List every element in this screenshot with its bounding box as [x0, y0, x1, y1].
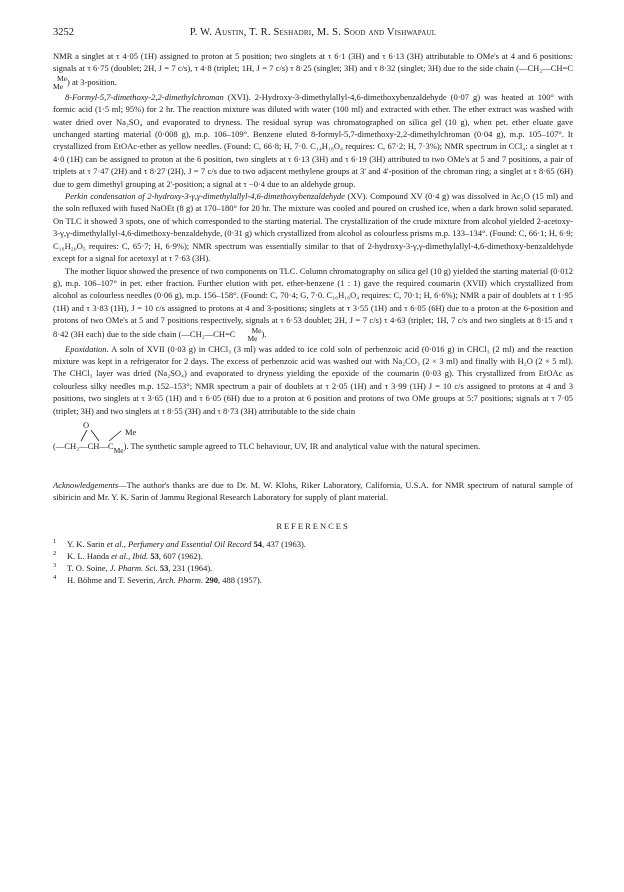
sidechain-line [53, 440, 480, 457]
formyl-text: (XVI). 2-Hydroxy-3-dimethylallyl-4,6-dimethoxybenzaldehyde (0·07 g) was heated at 100° with formic acid (1·5 ml; 95%) for 2 hr. The reaction mixture was diluted with water (100 ml) and extracted with ether. The ether extract was washed with water dried over Na₂SO₄ and evaporated to dryness. The residual syrup was chromatographed on silica gel (10 g), when pet. ether eluate gave unchanged starting material (0·008 g), m.p. 106–109°. Benzene eluted 8-formyl-5,7-dimethoxy-2,2-dimethylchroman (0·04 g), m.p. 105–107°. It crystallized from EtOAc-ether as yellow needles. (Found: C, 66·8; H, 7·0. C₁₄H₁₈O₄ requires: C, 67·2; H, 7·3%); NMR spectrum in CCl₄: a singlet at τ 4·0 (1H) can be assigned to proton at the 6 position, two singlets at τ 6·13 (3H) and τ 6·19 (3H) attributed to two OMe's at 5 and 7 positions, a pair of triplets at τ 7·47 (2H) and τ 8·27 (2H), J = 7 c/s due to two adjacent methylene groups at 3' and 4'-position of the chroman ring; a singlet at τ 8·65 (6H) due to gem dimethyl grouping at 2'-position; a signal at τ −0·4 due to an aldehyde group. [53, 91, 573, 189]
ref-volume: 53 [157, 563, 169, 574]
dimethyl-fraction [53, 75, 67, 91]
dimethyl-fraction-2 [235, 327, 261, 343]
ref-journal: Perfumery and Essential Oil Record [128, 539, 252, 550]
ref-sep: , [128, 551, 133, 562]
reference-item [53, 574, 573, 586]
epoxide-oxygen: O [83, 419, 90, 430]
mother-liquor-text: The mother liquor showed the presence of two components on TLC. Column chromatography on silica gel (10 g) yielded the starting material (0·012 g), m.p. 106–107° in pet. ether fraction. Further elution with pet. ether-benzene (1 : 1) gave the required coumarin (XVII) which crystallized from alcohol as colourless needles (0·06 g), m.p. 156–158°. (Found: C, 70·4; G, 7·0. C₁₆H₁₈O₄ requires: C, 70·1; H, 6·6%); NMR a pair of doublets at τ 1·95 (1H) and τ 3·83 (1H), J = 10 c/s assigned to protons at 4 and 3-positions; singlets at τ 3·55 (1H) and τ 6·05 (6H) due to a proton at the 6-position and protons of two OMe's at 5 and 7 positions respectively, signals at τ 6·53 doublet; 2H, J = 7 c/s) τ 4·63 (triplet; 1H, 7 c/s and two singlets at 8·15 and τ 8·42 (3H each) due to the side chain (—CH₂—CH=C [53, 265, 573, 339]
ref-etal: et al. [111, 551, 129, 562]
ref-authors: Y. K. Sarin [67, 539, 107, 550]
reference-item [53, 562, 573, 574]
references-heading: REFERENCES [276, 520, 350, 531]
formyl-paragraph [53, 91, 573, 190]
reference-list [53, 538, 573, 586]
ref-pages: , 231 (1964). [168, 563, 213, 574]
perkin-text: (XV). Compound XV (0·4 g) was dissolved in Ac₂O (15 ml) and the soln refluxed with fused NaOEt (8 g) at 170–180° for 20 hr. The mixture was cooled and poured on crushed ice, when a dark brown solid separated. On TLC it showed 3 spots, one of which corresponded to the starting material. The crystallization of the crude mixture from alcohol yielded 2-acetoxy-3-γ,γ-dimethylallyl-4,6-dimethoxy-benzaldehyde, (0·31 g) which crystallized from alcohol as colourless prisms m.p. 133–134°. (Found: C, 66·1; H, 6·9; C₁₆H₂₀O₅ requires: C, 65·7; H, 6·9%); NMR spectrum was essentially similar to that of 2-hydroxy-3-γ,γ-dimethylallyl-4,6-dimethoxy-benzaldehyde except for a signal for acetoxyl at τ 7·63 (3H). [53, 191, 573, 264]
article-body [53, 50, 573, 586]
ref-pages: , 607 (1962). [158, 551, 203, 562]
ref-authors: H. Böhme and T. Severin [67, 575, 154, 586]
sidechain-text: The synthetic sample agreed to TLC behaviour, UV, IR and analytical value with the natural specimen. [128, 440, 481, 451]
sidechain-formula: (—CH₂—CH—C [53, 440, 114, 451]
epoxidation-text: A soln of XVII (0·03 g) in CHCl₃ (3 ml) was added to ice cold soln of perbenzoic acid (0·016 g) in CHCl₃ (2 ml) and the reaction mixture was kept in a refrigerator for 2 days. The excess of perbenzoic acid was washed out with Na₂CO₃ (2 × 3 ml) and finally with H₂O (2 × 5 ml). The CHCl₃ layer was dried (Na₂SO₄) and evaporated to dryness yielding the epoxide of the coumarin (0·03 g). This crystallized from EtOAc as colourless silky needles m.p. 152–153°; NMR spectrum a pair of doublets at τ 2·05 (1H) and τ 3·99 (1H) J = 10 c/s assigned to protons at 4 and 3 positions, two singlets at τ 3·65 (1H) and τ 6·05 (6H) due to a proton at 6 position and protons of two OMe groups at 5:7 positions; signals at τ 7·05 (triplet; 3H) and two singlets at τ 8·55 (3H) and τ 8·73 (3H) attributable to the side chain [53, 343, 573, 416]
acknowledgements [53, 479, 573, 504]
ref-number: 2 [53, 550, 57, 558]
me-lower-2: Me [247, 333, 258, 343]
reference-item [53, 550, 573, 562]
ref-journal: Ibid. [132, 551, 149, 562]
ref-pages: , 488 (1957). [217, 575, 262, 586]
ack-label: Acknowledgements [53, 479, 119, 490]
mother-liquor-end: ). [261, 328, 267, 339]
mother-liquor-paragraph [53, 265, 573, 343]
ref-volume: 53 [148, 551, 159, 562]
ref-pages: , 437 (1963). [262, 539, 306, 550]
page-number: 3252 [53, 27, 74, 38]
ref-volume: 54 [251, 539, 263, 550]
ref-journal: Arch. Pharm. [157, 575, 204, 586]
sidechain-me-upper: Me [125, 426, 137, 437]
page-header [53, 27, 573, 41]
ref-number: 1 [53, 538, 57, 546]
epoxide-side-chain-structure [53, 419, 573, 459]
ref-sep: , [153, 575, 158, 586]
ack-text: —The author's thanks are due to Dr. M. W. Klohs, Riker Laboratory, California, U.S.A. for NMR spectrum of natural sample of sibiricin and Mr. Y. K. Sarin of Jammu Regional Research Laboratory for supply of plant material. [53, 479, 573, 503]
reference-item [53, 538, 573, 550]
perkin-heading: Perkin condensation of 2-hydroxy-3-γ,γ-dimethylallyl-4,6-dimethoxybenzaldehyde [65, 191, 345, 202]
me-upper: Me [57, 73, 67, 83]
ref-etal: et al. [106, 539, 124, 550]
nmr-text-end: ) at 3-position. [67, 76, 117, 87]
ref-sep: , [105, 563, 110, 574]
ref-sep: , [123, 539, 128, 550]
ref-number: 4 [53, 574, 57, 582]
formyl-heading: 8-Formyl-5,7-dimethoxy-2,2-dimethylchroman [65, 91, 224, 102]
ref-volume: 290 [203, 575, 218, 586]
epoxidation-heading: Epoxidation. [65, 343, 109, 354]
ref-authors: K. L. Handa [67, 551, 112, 562]
me-lower: Me [53, 81, 63, 91]
ref-authors: T. O. Soine [67, 563, 106, 574]
perkin-paragraph [53, 190, 573, 264]
running-head: P. W. Austin, T. R. Seshadri, M. S. Sood and Vishwapaul [189, 27, 437, 38]
ref-number: 3 [53, 562, 57, 570]
sidechain-me-lower: Me [113, 445, 124, 455]
sidechain-close: ). [123, 440, 129, 451]
nmr-paragraph [53, 50, 573, 91]
me-upper-2: Me [251, 325, 262, 335]
nmr-text: NMR a singlet at τ 4·05 (1H) assigned to proton at 5 position; two singlets at τ 6·1 (3H) and τ 6·13 (3H) attributable to OMe's at 4 and 6 positions: signals at τ 6·75 (doublet; 2H, J = 7 c/s), τ 4·8 (triplet; 1H, J = 7 c/s) τ 8·25 (singlet; 3H) and τ 8·32 (singlet; 3H) due to the side chain (—CH₂—CH=C [53, 51, 573, 74]
ref-journal: J. Pharm. Sci. [109, 563, 158, 574]
epoxidation-paragraph [53, 343, 573, 417]
